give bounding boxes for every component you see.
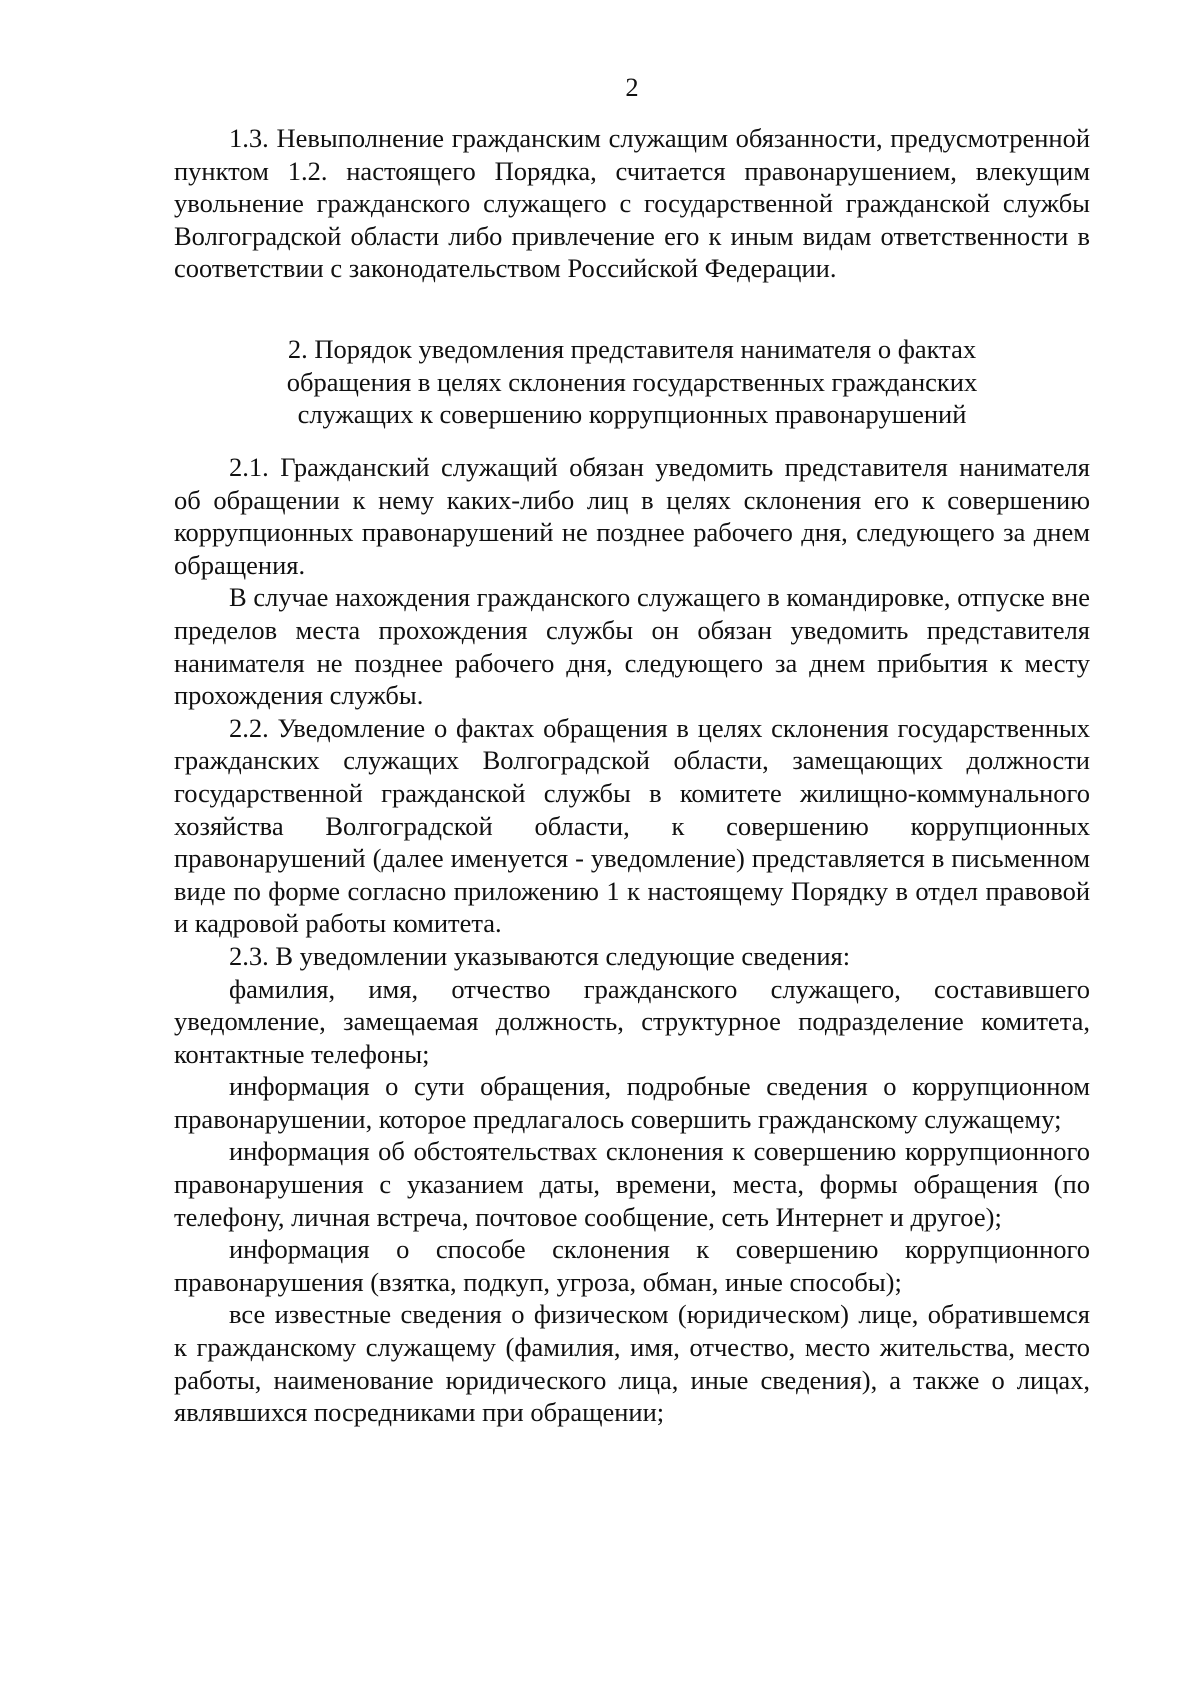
paragraph-business-trip: В случае нахождения гражданского служащего в командировке, отпуске вне пределов места прохождения службы он обязан уведомить представителя нанимателя не позднее рабочего дня, следующего за днем прибытия к месту прохождения службы. <box>174 582 1090 711</box>
paragraph-1-3: 1.3. Невыполнение гражданским служащим обязанности, предусмотренной пунктом 1.2. настоящего Порядка, считается правонарушением, влекущим увольнение гражданского служащего с государственной гражданской службы Волгоградской области либо привлечение его к иным видам ответственности в соответствии с законодательством Российской Федерации. <box>174 123 1090 284</box>
paragraph-2-3: 2.3. В уведомлении указываются следующие сведения: <box>229 940 851 971</box>
paragraph-2-1: 2.1. Гражданский служащий обязан уведомить представителя нанимателя об обращении к нему каких-либо лиц в целях склонения его к совершению коррупционных правонарушений не позднее рабочего дня, следующего за днем обращения. <box>174 452 1090 580</box>
page-number: 2 <box>625 72 639 102</box>
section2-heading <box>174 333 1090 431</box>
list-item-essence: информация о сути обращения, подробные сведения о коррупционном правонарушении, которое предлагалось совершить гражданскому служащему; <box>174 1071 1090 1134</box>
list-item-circumstances: информация об обстоятельствах склонения к совершению коррупционного правонарушения с указанием даты, времени, места, формы обращения (по телефону, личная встреча, почтовое сообщение, сеть Интернет и другое); <box>174 1136 1090 1232</box>
section1-block <box>174 122 1090 285</box>
list-item-known-info: все известные сведения о физическом (юридическом) лице, обратившемся к гражданскому служащему (фамилия, имя, отчество, место жительства, место работы, наименование юридического лица, иные сведения), а также о лицах, являвшихся посредниками при обращении; <box>174 1299 1090 1428</box>
section2-body <box>174 451 1090 1429</box>
heading-line-3: служащих к совершению коррупционных правонарушений <box>297 399 967 430</box>
list-item-method: информация о способе склонения к совершению коррупционного правонарушения (взятка, подкуп, угроза, обман, иные способы); <box>174 1234 1090 1297</box>
heading-line-1: 2. Порядок уведомления представителя нанимателя о фактах <box>287 334 977 364</box>
paragraph-2-2: 2.2. Уведомление о фактах обращения в целях склонения государственных гражданских служащих Волгоградской области, замещающих должности государственной гражданской службы в комитете жилищно-коммунального хозяйства Волгоградской области, к совершению коррупционных правонарушений (далее именуется - уведомление) представляется в письменном виде по форме согласно приложению 1 к настоящему Порядку в отдел правовой и кадровой работы комитета. <box>174 712 1090 939</box>
heading-line-2: обращения в целях склонения государственных гражданских <box>286 366 978 397</box>
list-item-full-name: фамилия, имя, отчество гражданского служащего, составившего уведомление, замещаемая должность, структурное подразделение комитета, контактные телефоны; <box>174 973 1090 1069</box>
